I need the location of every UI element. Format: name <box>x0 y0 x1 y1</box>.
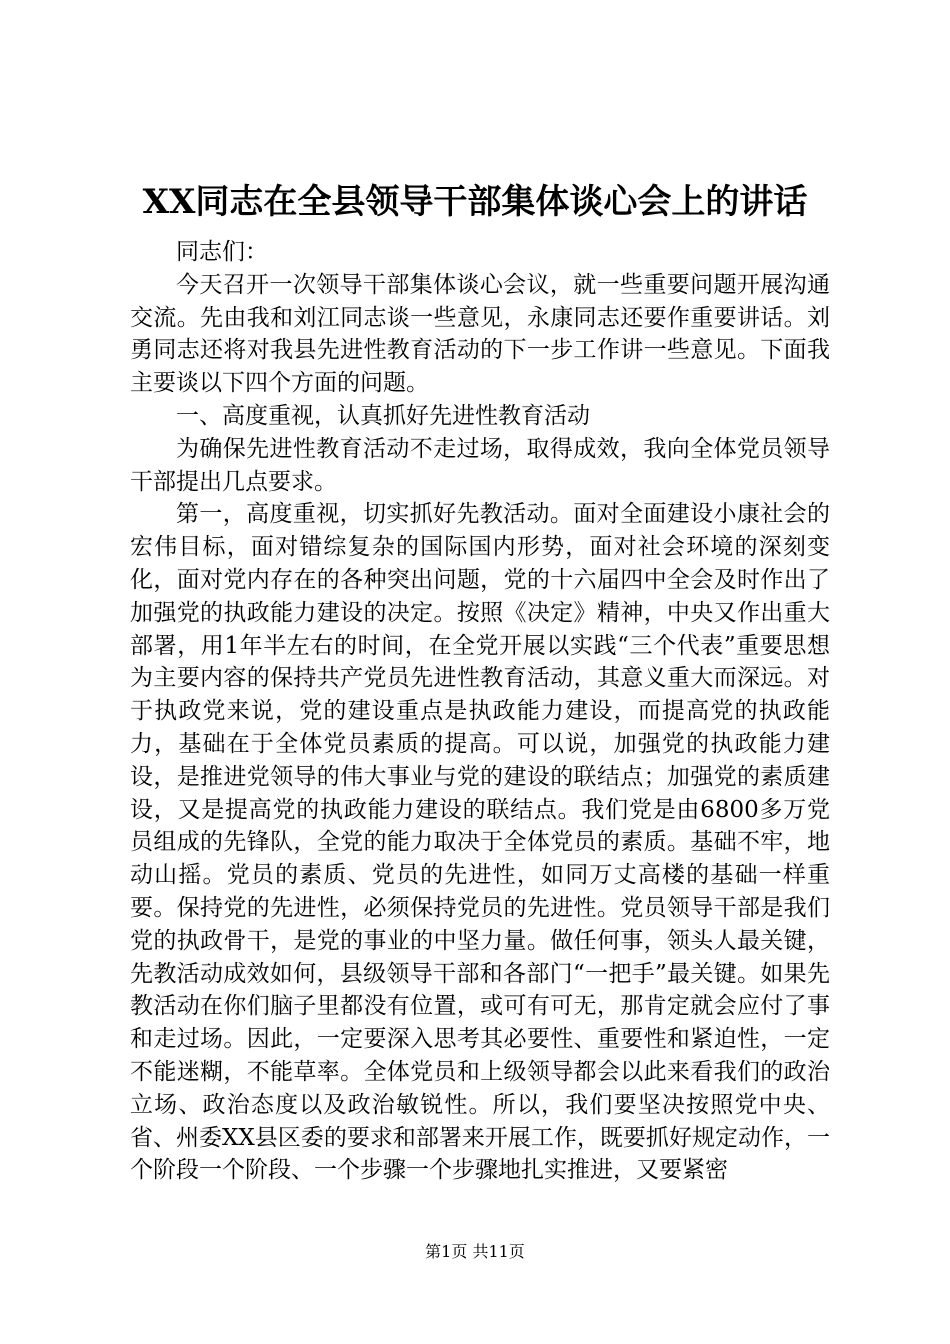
salutation: 同志们： <box>176 239 268 265</box>
paragraph-first-point: 第一，高度重视，切实抓好先教活动。面对全面建设小康社会的宏伟目标，面对错综复杂的国际国内形势，面对社会环境的深刻变化，面对党内存在的各种突出问题，党的十六届四中全会及时作出了加强党的执政能力建设的决定。按照《决定》精神，中央又作出重大部署，用1年半左右的时间，在全党开展以实践“三个代表”重要思想为主要内容的保持共产党员先进性教育活动，其意义重大而深远。对于执政党来说，党的建设重点是执政能力建设，而提高党的执政能力，基础在于全体党员素质的提高。可以说，加强党的执政能力建设，是推进党领导的伟大事业与党的建设的联结点；加强党的素质建设，又是提高党的执政能力建设的联结点。我们党是由6800多万党员组成的先锋队，全党的能力取决于全体党员的素质。基础不牢，地动山摇。党员的素质、党员的先进性，如同万丈高楼的基础一样重要。保持党的先进性，必须保持党员的先进性。党员领导干部是我们党的执政骨干，是党的事业的中坚力量。做任何事，领头人最关键，先教活动成效如何，县级领导干部和各部门“一把手”最关键。如果先教活动在你们脑子里都没有位置，或可有可无，那肯定就会应付了事和走过场。因此，一定要深入思考其必要性、重要性和紧迫性，一定不能迷糊，不能草率。全体党员和上级领导都会以此来看我们的政治立场、政治态度以及政治敏锐性。所以，我们要坚决按照党中央、省、州委XX县区委的要求和部署来开展工作，既要抓好规定动作，一个阶段一个阶段、一个步骤一个步骤地扎实推进，又要紧密 <box>130 501 830 1184</box>
document-title: XX同志在全县领导干部集体谈心会上的讲话 <box>142 182 808 222</box>
section-heading-1: 一、高度重视，认真抓好先进性教育活动 <box>176 402 590 429</box>
paragraph-requirements: 为确保先进性教育活动不走过场，取得成效，我向全体党员领导干部提出几点要求。 <box>130 435 830 495</box>
document-body <box>130 236 830 1187</box>
page-footer: 第1页 共11页 <box>425 1242 525 1261</box>
paragraph-intro: 今天召开一次领导干部集体谈心会议，就一些重要问题开展沟通交流。先由我和刘江同志谈一些意见，永康同志还要作重要讲话。刘勇同志还将对我县先进性教育活动的下一步工作讲一些意见。下面我主要谈以下四个方面的问题。 <box>130 271 830 397</box>
